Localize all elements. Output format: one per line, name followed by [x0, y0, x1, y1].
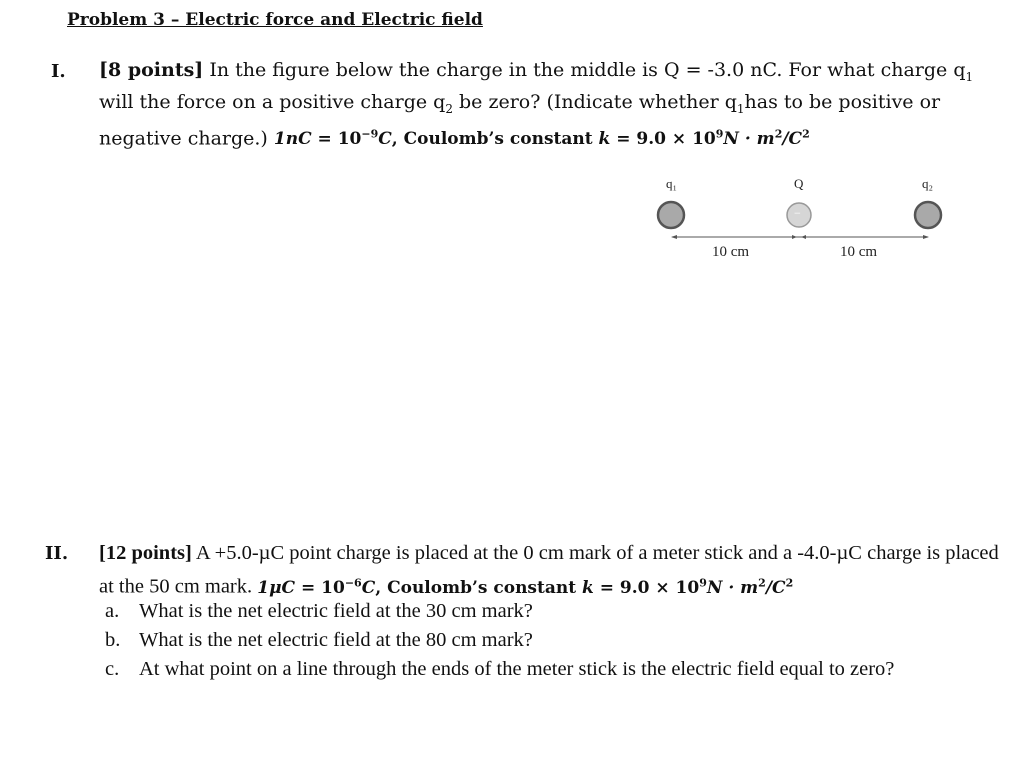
label-q1: q₁ [666, 176, 678, 191]
sub-question-text: What is the net electric field at the 80 cm mark? [139, 629, 533, 651]
arrow-mid-left [792, 235, 797, 239]
charge-q2 [915, 202, 941, 228]
arrow-mid-right [801, 235, 806, 239]
problem-2-points: [12 points] [99, 542, 192, 564]
charges-figure [640, 168, 960, 278]
label-Q: Q [794, 176, 804, 191]
problem-2-number: II. [45, 543, 69, 564]
charge-q1 [658, 202, 684, 228]
problem-1-number: I. [51, 61, 66, 82]
problem-1-constants: $1nC = 10^{-9}C$, Coulomb’s constant $k = 9.0 \times 10^9N \cdot m^2/C^2$ [273, 127, 810, 150]
arrow-right-end [923, 235, 929, 239]
sub-question-label: a. [105, 600, 120, 622]
sub-question-text: At what point on a line through the ends of the meter stick is the electric field equal to zero? [139, 658, 895, 680]
arrow-left-end [671, 235, 677, 239]
label-q2: q₂ [922, 176, 934, 191]
problem-2-constants: $1\mu C = 10^{-6}C$, Coulomb’s constant $k = 9.0 \times 10^9N \cdot m^2/C^2$ [257, 576, 794, 598]
sub-question-text: What is the net electric field at the 30 cm mark? [139, 600, 533, 622]
problem-1-text: [8 points] In the figure below the charge in the middle is Q = -3.0 nC. For what charge $q_1$ will the force on a positive charge $q_2$ be zero? (Indicate whether $q_1has$ to be positive or negative charge.) $1nC = 10^{-9}C$, Coulomb’s constant $k = 9.0 \times 10^9N \cdot m^2/C^2$ [99, 59, 974, 150]
distance-label-1: 10 cm [712, 244, 750, 260]
problem-title: Problem 3 – Electric force and Electric field [67, 10, 483, 30]
sub-question-label: c. [105, 658, 120, 680]
sub-question-label: b. [105, 629, 121, 651]
distance-label-2: 10 cm [840, 244, 878, 260]
problem-1-points: [8 points] [99, 59, 204, 81]
problem-2-text: [12 points] A +5.0-µC point charge is placed at the 0 cm mark of a meter stick and a -4.0-µC charge is placed at the 50 cm mark. $1\mu C = 10^{-6}C$, Coulomb’s constant $k = 9.0 \times 10^9N \cdot m^2/C^2$ [99, 542, 999, 598]
minus-sign: − [794, 206, 801, 220]
